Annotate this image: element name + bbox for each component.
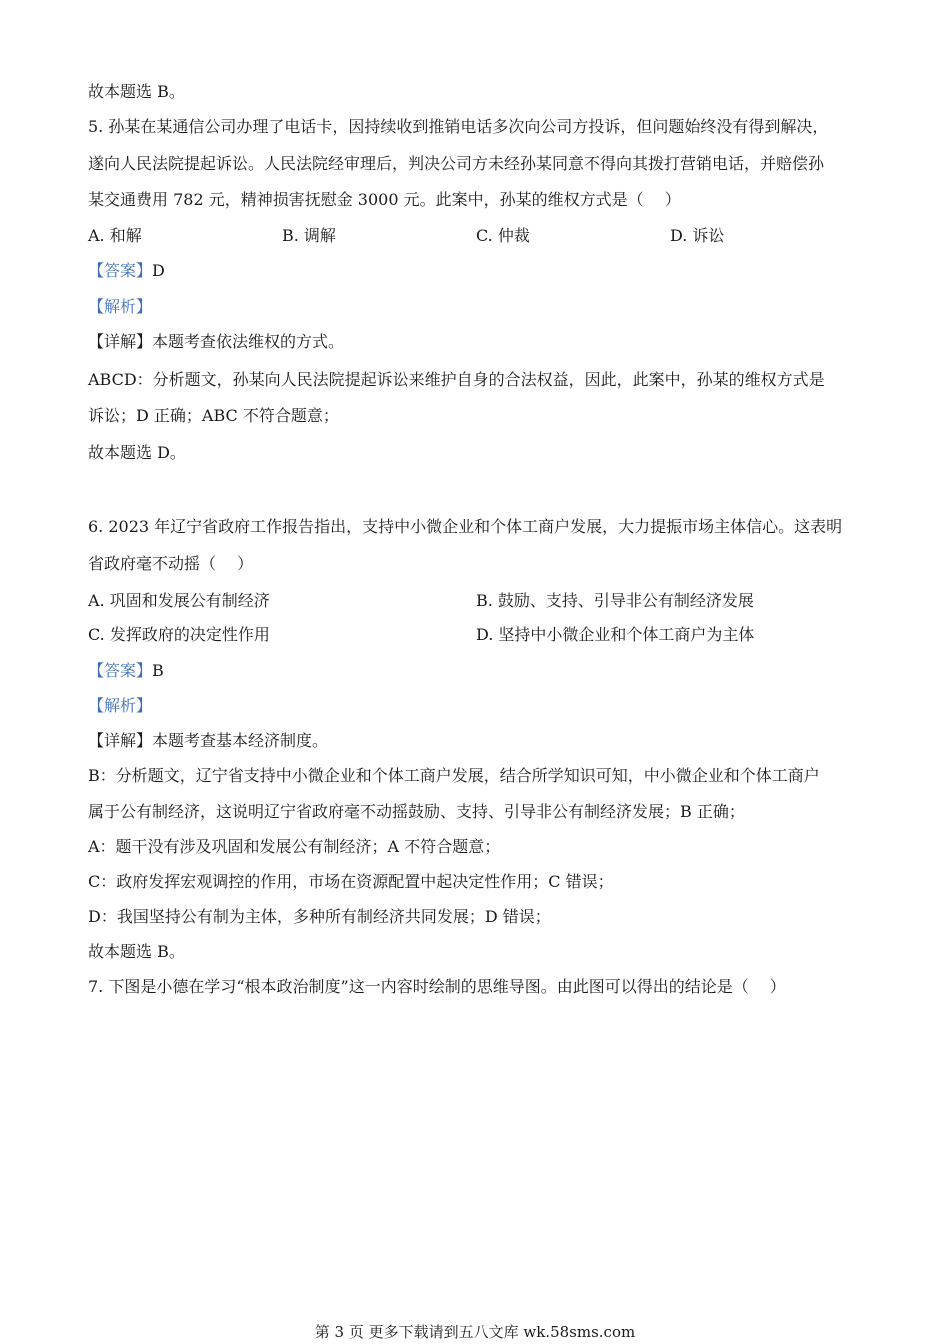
- q6-detail: 本题考查基本经济制度。: [152, 731, 329, 750]
- q5-option-d: D. 诉讼: [670, 226, 725, 245]
- q5-explanation-line-1: ABCD：分析题文，孙某向人民法院提起诉讼来维护自身的合法权益，因此，此案中，孙某的维权方式是: [88, 370, 825, 389]
- q6-analysis-tag: 【解析】: [88, 696, 153, 715]
- q5-stem-line-1: 5. 孙某在某通信公司办理了电话卡，因持续收到推销电话多次向公司方投诉，但问题始终没有得到解决，: [88, 117, 829, 136]
- q6-stem-line-1: 6. 2023 年辽宁省政府工作报告指出，支持中小微企业和个体工商户发展，大力提振市场主体信心。这表明: [88, 517, 843, 536]
- q6-answer-line: [88, 661, 164, 681]
- q6-explanation-line-1: B：分析题文，辽宁省支持中小微企业和个体工商户发展，结合所学知识可知，中小微企业和个体工商户: [88, 766, 820, 785]
- q5-answer: D: [152, 261, 165, 280]
- answer-tag: 【答案】: [88, 261, 153, 280]
- q5-conclusion: 故本题选 D。: [88, 443, 186, 462]
- q6-option-d: D. 坚持中小微企业和个体工商户为主体: [476, 625, 755, 644]
- q5-detail: 本题考查依法维权的方式。: [152, 332, 345, 351]
- q6-stem-line-2: 省政府毫不动摇（ ）: [88, 554, 254, 573]
- q7-stem: 7. 下图是小德在学习“根本政治制度”这一内容时绘制的思维导图。由此图可以得出的结论是（ ）: [88, 977, 786, 996]
- q5-answer-line: [88, 261, 165, 281]
- q6-explanation-line-3: A：题干没有涉及巩固和发展公有制经济；A 不符合题意；: [88, 837, 501, 856]
- q6-option-b: B. 鼓励、支持、引导非公有制经济发展: [476, 591, 754, 610]
- q6-answer: B: [152, 661, 164, 680]
- q5-stem-line-2: 遂向人民法院提起诉讼。人民法院经审理后，判决公司方未经孙某同意不得向其拨打营销电话，并赔偿孙: [88, 154, 825, 173]
- q6-option-c: C. 发挥政府的决定性作用: [88, 625, 270, 644]
- q5-stem-line-3: 某交通费用 782 元，精神损害抚慰金 3000 元。此案中，孙某的维权方式是（ ）: [88, 190, 681, 209]
- q6-explanation-line-4: C：政府发挥宏观调控的作用，市场在资源配置中起决定性作用；C 错误；: [88, 872, 614, 891]
- page-footer: 第 3 页 更多下载请到五八文库 wk.58sms.com: [314, 1323, 636, 1341]
- q6-explanation-line-2: 属于公有制经济，这说明辽宁省政府毫不动摇鼓励、支持、引导非公有制经济发展；B 正确；: [88, 802, 745, 821]
- detail-tag: 【详解】: [88, 731, 153, 750]
- q5-explanation-line-2: 诉讼；D 正确；ABC 不符合题意；: [88, 406, 339, 425]
- q6-explanation-line-5: D：我国坚持公有制为主体，多种所有制经济共同发展；D 错误；: [88, 907, 551, 926]
- q5-analysis-tag: 【解析】: [88, 297, 153, 316]
- q5-option-b: B. 调解: [282, 226, 336, 245]
- q5-detail-line: [88, 332, 344, 352]
- answer-tag: 【答案】: [88, 661, 153, 680]
- prev-conclusion: 故本题选 B。: [88, 82, 185, 101]
- detail-tag: 【详解】: [88, 332, 153, 351]
- q5-option-a: A. 和解: [88, 226, 142, 245]
- q6-option-a: A. 巩固和发展公有制经济: [88, 591, 270, 610]
- q6-conclusion: 故本题选 B。: [88, 942, 185, 961]
- q5-option-c: C. 仲裁: [476, 226, 530, 245]
- q6-detail-line: [88, 731, 328, 751]
